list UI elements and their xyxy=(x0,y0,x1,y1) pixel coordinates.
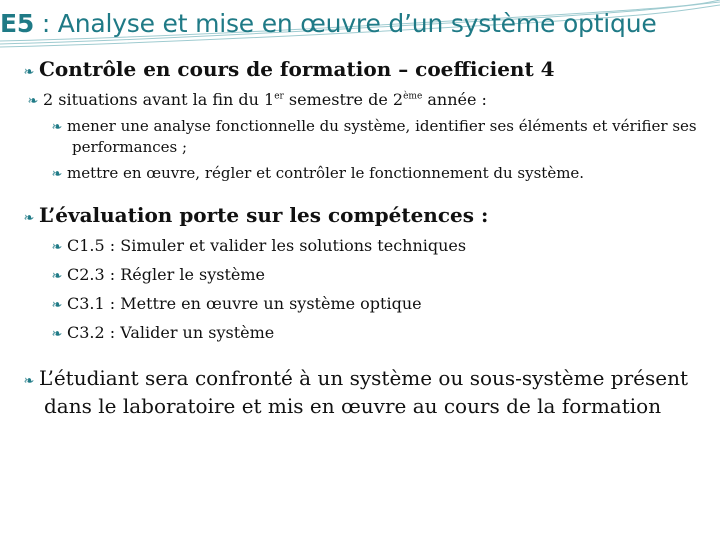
leaf-bullet-icon: ❧ xyxy=(27,94,39,109)
leaf-bullet-icon: ❧ xyxy=(23,211,35,226)
section3-line2: dans le laboratoire et mis en œuvre au cours de la formation xyxy=(44,394,662,418)
title-band xyxy=(0,0,720,50)
section1-heading-row xyxy=(22,57,555,81)
leaf-bullet-icon: ❧ xyxy=(51,240,63,255)
section2-heading: L’évaluation porte sur les compétences : xyxy=(39,203,489,227)
leaf-bullet-icon: ❧ xyxy=(51,327,63,342)
section3-row-cont xyxy=(44,394,661,418)
sup-er: er xyxy=(274,91,284,102)
title-code: E5 xyxy=(0,9,35,38)
section1-item-row xyxy=(50,164,584,182)
section3-row xyxy=(22,366,688,390)
competence-row xyxy=(50,236,466,255)
section1-item-1-cont: performances ; xyxy=(72,138,188,156)
section2-heading-row xyxy=(22,203,488,227)
section1-item-row xyxy=(50,117,697,135)
section1-heading: Contrôle en cours de formation – coefficient 4 xyxy=(39,57,555,81)
sub-prefix: 2 situations avant la fin du 1 xyxy=(43,90,275,109)
competence-row xyxy=(50,294,422,313)
leaf-bullet-icon: ❧ xyxy=(23,65,35,80)
leaf-bullet-icon: ❧ xyxy=(23,374,35,389)
leaf-bullet-icon: ❧ xyxy=(51,298,63,313)
section1-item-1: mener une analyse fonctionnelle du système, identifier ses éléments et vérifier ses xyxy=(67,117,697,135)
section1-sub-row xyxy=(26,90,487,109)
competence-row xyxy=(50,323,274,342)
leaf-bullet-icon: ❧ xyxy=(51,269,63,284)
section1-item-row-cont xyxy=(72,138,187,156)
competence-c32: C3.2 : Valider un système xyxy=(67,323,275,342)
leaf-bullet-icon: ❧ xyxy=(51,120,63,135)
slide-title xyxy=(0,9,657,38)
section1-item-2: mettre en œuvre, régler et contrôler le fonctionnement du système. xyxy=(67,164,585,182)
leaf-bullet-icon: ❧ xyxy=(51,167,63,182)
title-text: : Analyse et mise en œuvre d’un système optique xyxy=(34,9,657,38)
sub-mid: semestre de 2 xyxy=(283,90,404,109)
competence-c23: C2.3 : Régler le système xyxy=(67,265,265,284)
competence-row xyxy=(50,265,265,284)
section3-line1: L’étudiant sera confronté à un système ou sous-système présent xyxy=(39,366,688,390)
sub-suffix: année : xyxy=(422,90,487,109)
sup-eme: ème xyxy=(403,91,423,102)
competence-c31: C3.1 : Mettre en œuvre un système optique xyxy=(67,294,422,313)
competence-c15: C1.5 : Simuler et valider les solutions techniques xyxy=(67,236,467,255)
